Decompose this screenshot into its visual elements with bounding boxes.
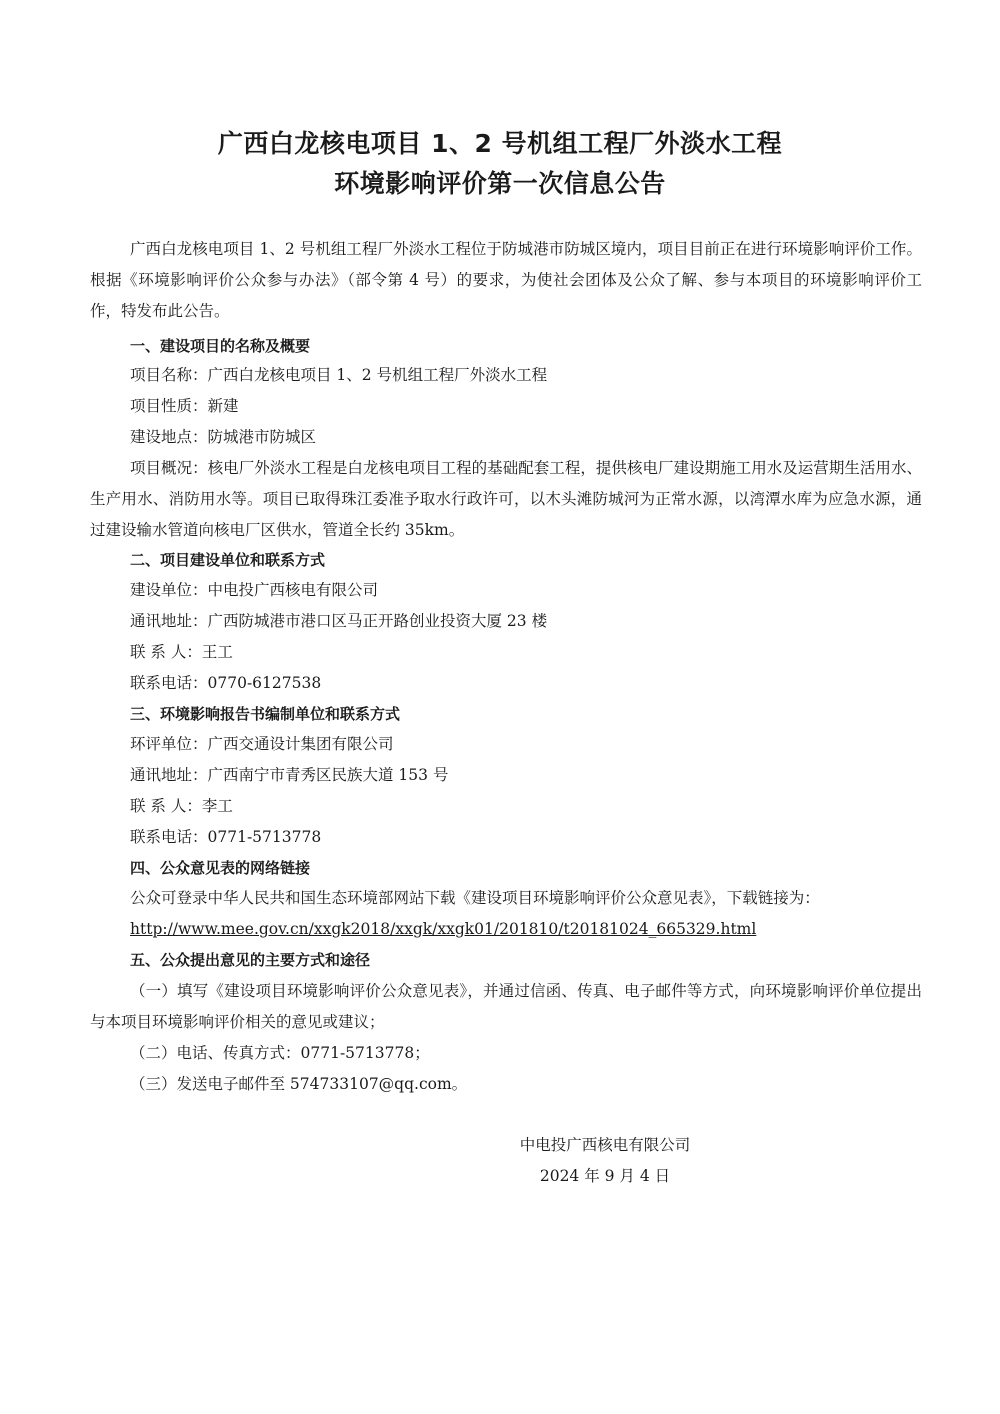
page-title-line1: 广西白龙核电项目 1、2 号机组工程厂外淡水工程 xyxy=(217,129,783,158)
builder-contact: 联 系 人：王工 xyxy=(130,643,233,661)
builder-phone: 联系电话：0770-6127538 xyxy=(130,674,322,692)
signature-date: 2024 年 9 月 4 日 xyxy=(539,1167,671,1185)
project-location: 建设地点：防城港市防城区 xyxy=(130,428,317,446)
section3-heading: 三、环境影响报告书编制单位和联系方式 xyxy=(130,705,401,723)
eia-phone: 联系电话：0771-5713778 xyxy=(130,828,322,846)
eia-address: 通讯地址：广西南宁市青秀区民族大道 153 号 xyxy=(130,766,449,784)
builder-unit: 建设单位：中电投广西核电有限公司 xyxy=(130,581,379,599)
page-title-line2: 环境影响评价第一次信息公告 xyxy=(334,169,666,198)
builder-address: 通讯地址：广西防城港市港口区马正开路创业投资大厦 23 楼 xyxy=(130,612,548,630)
project-nature: 项目性质：新建 xyxy=(130,397,239,415)
section5-heading: 五、公众提出意见的主要方式和途径 xyxy=(130,951,371,969)
eia-contact: 联 系 人：李工 xyxy=(130,797,233,815)
method-item2: （二）电话、传真方式：0771-5713778； xyxy=(130,1044,430,1062)
method-item3: （三）发送电子邮件至 574733107@qq.com。 xyxy=(130,1075,468,1093)
eia-unit: 环评单位：广西交通设计集团有限公司 xyxy=(130,735,394,753)
section4-heading: 四、公众意见表的网络链接 xyxy=(130,859,311,877)
opinion-form-link[interactable]: http://www.mee.gov.cn/xxgk2018/xxgk/xxgk01/201810/t20181024_665329.html xyxy=(130,920,757,938)
method-item1: （一）填写《建设项目环境影响评价公众意见表》，并通过信函、传真、电子邮件等方式，向环境影响评价单位提出与本项目环境影响评价相关的意见或建议； xyxy=(90,982,922,1031)
signature-company: 中电投广西核电有限公司 xyxy=(519,1136,691,1154)
section2-heading: 二、项目建设单位和联系方式 xyxy=(130,551,326,569)
project-name: 项目名称：广西白龙核电项目 1、2 号机组工程厂外淡水工程 xyxy=(130,366,548,384)
section1-heading: 一、建设项目的名称及概要 xyxy=(130,337,311,355)
opinion-form-text: 公众可登录中华人民共和国生态环境部网站下载《建设项目环境影响评价公众意见表》，下载链接为： xyxy=(130,889,820,907)
intro-paragraph: 广西白龙核电项目 1、2 号机组工程厂外淡水工程位于防城港市防城区境内，项目目前正在进行环境影响评价工作。根据《环境影响评价公众参与办法》（部令第 4 号）的要求，为使社会团体及公众了解、参与本项目的环境影响评价工作，特发布此公告。 xyxy=(90,240,922,320)
project-overview: 项目概况：核电厂外淡水工程是白龙核电项目工程的基础配套工程，提供核电厂建设期施工用水及运营期生活用水、生产用水、消防用水等。项目已取得珠江委准予取水行政许可，以木头滩防城河为正常水源，以湾潭水库为应急水源，通过建设输水管道向核电厂区供水，管道全长约 35km。 xyxy=(90,459,922,539)
